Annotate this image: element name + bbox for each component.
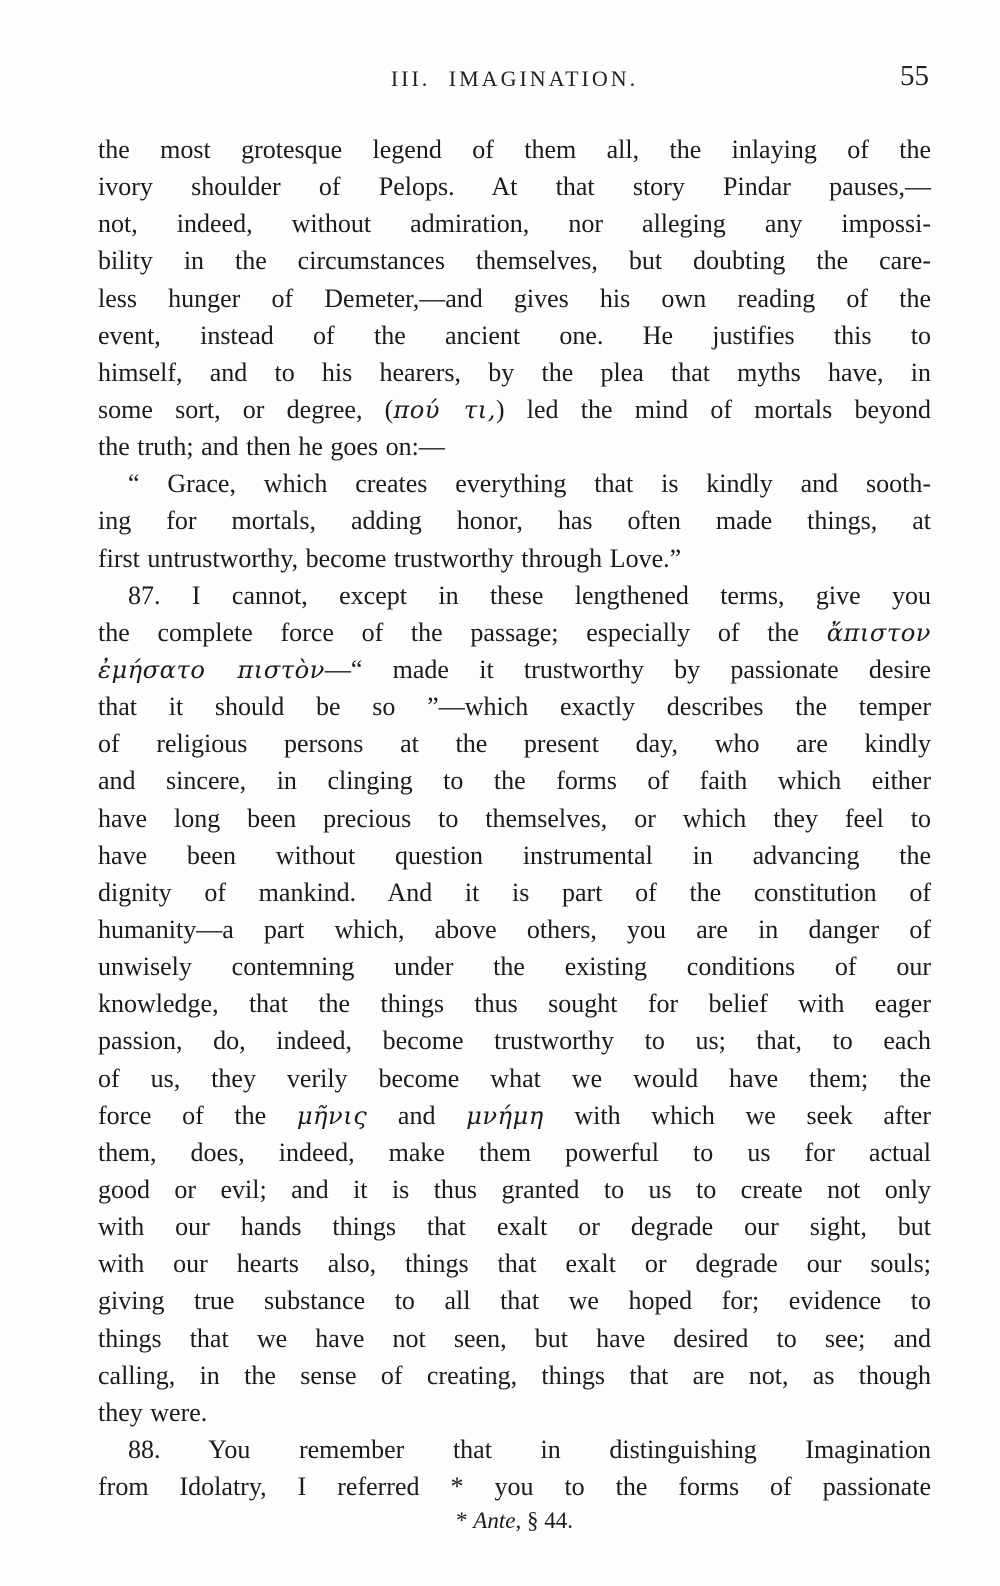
text-segment: with our hearts also, things that exalt or degrade our souls; bbox=[98, 1249, 931, 1279]
text-line bbox=[98, 688, 931, 725]
text-segment: event, instead of the ancient one. He justifies this to bbox=[98, 320, 931, 350]
text-line bbox=[98, 354, 931, 391]
greek-phrase: πού τι, bbox=[393, 395, 496, 424]
text-line bbox=[98, 317, 931, 354]
text-line bbox=[98, 837, 931, 874]
text-line bbox=[98, 1282, 931, 1319]
text-line bbox=[98, 762, 931, 799]
text-segment: knowledge, that the things thus sought for belief with eager bbox=[98, 989, 931, 1019]
text-line bbox=[98, 280, 931, 317]
text-segment: not, indeed, without admiration, nor alleging any impossi- bbox=[98, 209, 931, 239]
text-segment: with our hands things that exalt or degrade our sight, but bbox=[98, 1212, 931, 1242]
footnote bbox=[98, 1508, 931, 1534]
text-segment: the truth; and then he goes on:— bbox=[98, 432, 445, 462]
text-segment: that it should be so ”—which exactly describes the temper bbox=[98, 692, 931, 722]
text-line bbox=[98, 651, 931, 688]
text-segment: have long been precious to themselves, or which they feel to bbox=[98, 803, 931, 833]
text-segment: them, does, indeed, make them powerful to us for actual bbox=[98, 1137, 931, 1167]
text-segment: ing for mortals, adding honor, has often made things, at bbox=[98, 506, 931, 536]
greek-phrase: μνήμη bbox=[466, 1101, 544, 1130]
text-segment: 87. I cannot, except in these lengthened terms, give you bbox=[128, 580, 931, 610]
text-line bbox=[98, 1245, 931, 1282]
text-segment: passion, do, indeed, become trustworthy to us; that, to each bbox=[98, 1026, 931, 1056]
text-segment: “ Grace, which creates everything that is kindly and sooth- bbox=[128, 469, 931, 499]
text-segment: himself, and to his hearers, by the plea that myths have, in bbox=[98, 357, 931, 387]
text-line bbox=[98, 800, 931, 837]
text-line bbox=[98, 1208, 931, 1245]
text-line bbox=[98, 502, 931, 539]
greek-phrase: μῆνις bbox=[296, 1101, 368, 1130]
text-segment: humanity—a part which, above others, you are in danger of bbox=[98, 914, 931, 944]
text-line bbox=[98, 205, 931, 242]
text-segment: force of the bbox=[98, 1100, 297, 1130]
text-segment: giving true substance to all that we hoped for; evidence to bbox=[98, 1286, 931, 1316]
text-segment: calling, in the sense of creating, things that are not, as though bbox=[98, 1360, 931, 1390]
text-segment: good or evil; and it is thus granted to us to create not only bbox=[98, 1174, 931, 1204]
text-segment: —“ made it trustworthy by passionate desire bbox=[324, 654, 931, 684]
text-line bbox=[98, 1320, 931, 1357]
text-line bbox=[98, 391, 931, 428]
text-segment: bility in the circumstances themselves, but doubting the care- bbox=[98, 246, 931, 276]
chapter-title: III. IMAGINATION. bbox=[390, 66, 639, 91]
text-segment: things that we have not seen, but have desired to see; and bbox=[98, 1323, 931, 1353]
text-segment: less hunger of Demeter,—and gives his own reading of the bbox=[98, 283, 931, 313]
text-segment: with which we seek after bbox=[543, 1100, 931, 1130]
text-line bbox=[98, 1431, 931, 1468]
text-segment: they were. bbox=[98, 1397, 208, 1427]
text-segment: * bbox=[456, 1508, 474, 1533]
text-line bbox=[98, 614, 931, 651]
text-segment: of us, they verily become what we would have them; the bbox=[98, 1063, 931, 1093]
text-line bbox=[98, 131, 931, 168]
text-line bbox=[98, 1097, 931, 1134]
text-segment: first untrustworthy, become trustworthy through Love.” bbox=[98, 543, 682, 573]
text-segment: 88. You remember that in distinguishing Imagination bbox=[128, 1434, 931, 1464]
text-line bbox=[98, 168, 931, 205]
text-line bbox=[98, 540, 931, 577]
text-segment: and sincere, in clinging to the forms of faith which either bbox=[98, 766, 931, 796]
text-segment: have been without question instrumental in advancing the bbox=[98, 840, 931, 870]
footnote-italic-text: Ante, bbox=[473, 1508, 522, 1533]
text-segment: ) led the mind of mortals beyond bbox=[495, 394, 931, 424]
text-line bbox=[98, 874, 931, 911]
text-line bbox=[98, 428, 931, 465]
text-segment: from Idolatry, I referred * you to the forms of passionate bbox=[98, 1472, 931, 1502]
text-segment: of religious persons at the present day, who are kindly bbox=[98, 729, 931, 759]
running-head bbox=[98, 60, 931, 100]
text-segment: the most grotesque legend of them all, the inlaying of the bbox=[98, 135, 931, 164]
text-line bbox=[98, 1357, 931, 1394]
text-line bbox=[98, 1134, 931, 1171]
text-line bbox=[98, 911, 931, 948]
text-segment: the complete force of the passage; especially of the bbox=[98, 617, 827, 647]
text-segment: § 44. bbox=[521, 1508, 573, 1533]
text-line bbox=[98, 948, 931, 985]
page-number: 55 bbox=[900, 60, 929, 92]
text-line bbox=[98, 1022, 931, 1059]
text-line bbox=[98, 465, 931, 502]
text-segment: unwisely contemning under the existing conditions of our bbox=[98, 952, 931, 982]
text-line bbox=[98, 1468, 931, 1505]
text-line bbox=[98, 242, 931, 279]
greek-phrase: ἄπιστον bbox=[826, 618, 931, 647]
text-block bbox=[98, 131, 931, 1505]
text-line bbox=[98, 1394, 931, 1431]
text-segment: some sort, or degree, ( bbox=[98, 394, 394, 424]
text-line bbox=[98, 1060, 931, 1097]
text-segment: and bbox=[367, 1100, 467, 1130]
greek-phrase: ἐμήσατο πιστὸν bbox=[98, 655, 325, 684]
text-segment: ivory shoulder of Pelops. At that story Pindar pauses,— bbox=[98, 172, 931, 202]
text-segment: dignity of mankind. And it is part of the constitution of bbox=[98, 877, 931, 907]
text-line bbox=[98, 725, 931, 762]
text-line bbox=[98, 1171, 931, 1208]
text-line bbox=[98, 985, 931, 1022]
text-line bbox=[98, 577, 931, 614]
